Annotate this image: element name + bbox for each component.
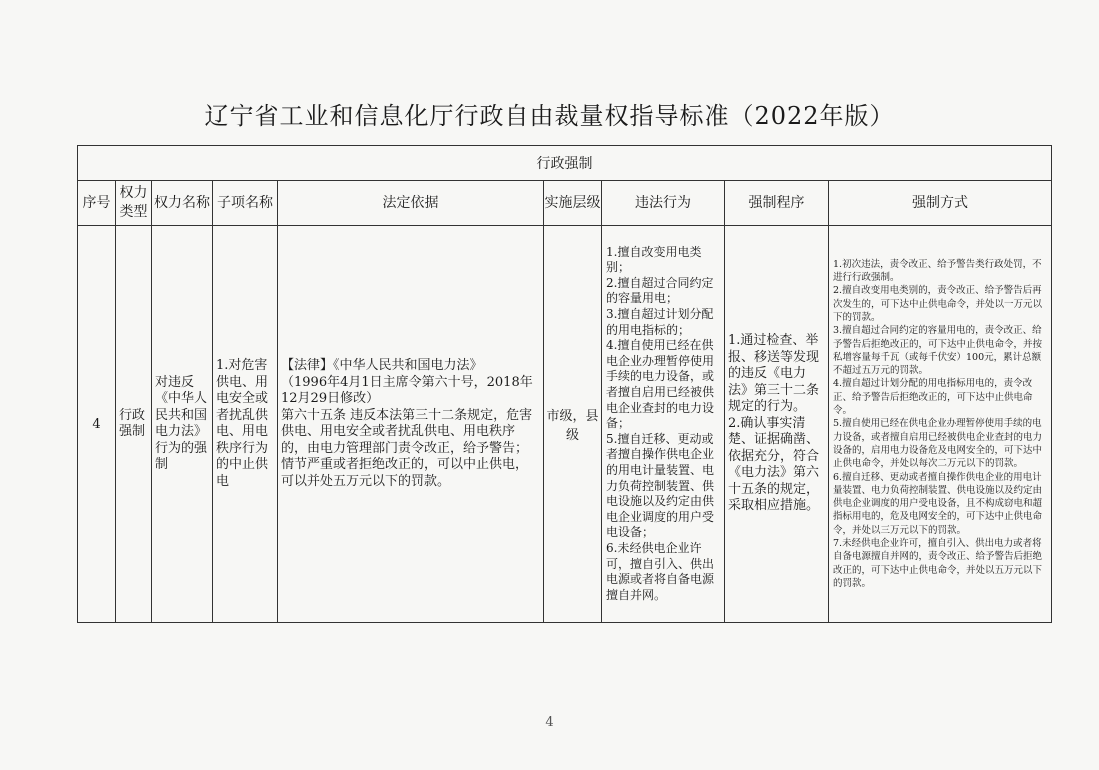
violation-item: 4.擅自使用已经在供电企业办理暂停使用手续的电力设备，或者擅自启用已经被供电企业查封的电力设备； [606, 338, 715, 431]
section-header: 行政强制 [78, 146, 1052, 181]
header-legal-basis: 法定依据 [278, 181, 544, 226]
cell-violations [602, 226, 725, 623]
method-item: 1.初次违法，责令改正、给予警告类行政处罚，不进行行政强制。 [833, 258, 1042, 284]
law-title: 【法律】《中华人民共和国电力法》 [281, 358, 483, 373]
method-item: 2.擅自改变用电类别的，责令改正、给予警告后再次发生的，可下达中止供电命令，并处以一万元以下的罚款。 [833, 285, 1043, 323]
procedure-item: 1.通过检查、举报、移送等发现的违反《电力法》第三十二条规定的行为。 [728, 333, 820, 415]
page-number: 4 [545, 715, 554, 730]
header-power-name: 权力名称 [152, 181, 213, 226]
method-item: 6.擅自迁移、更动或者擅自操作供电企业的用电计量装置、电力负荷控制装置、供电设施以及约定由供电企业调度的用户受电设备，且不构成窃电和超指标用电的，危及电网安全的，可下达中止供电命令，并处以三万元以下的罚款。 [833, 471, 1043, 536]
header-method: 强制方式 [829, 181, 1052, 226]
header-violation: 违法行为 [602, 181, 725, 226]
cell-seq: 4 [78, 226, 116, 623]
method-item: 3.擅自超过合同约定的容量用电的，责令改正、给予警告后拒绝改正的，可下达中止供电命令，并按私增容量每千瓦（或每千伏安）100元，累计总额不超过五万元的罚款。 [833, 325, 1043, 377]
header-sub-item: 子项名称 [213, 181, 278, 226]
law-article: 第六十五条 违反本法第三十二条规定，危害供电、用电安全或者扰乱供电、用电秩序的，由电力管理部门责令改正，给予警告；情节严重或者拒绝改正的，可以中止供电，可以并处五万元以下的罚款。 [281, 407, 533, 489]
method-item: 4.擅自超过计划分配的用电指标用电的，责令改正、给予警告后拒绝改正的，可下达中止供电命令。 [833, 378, 1033, 417]
header-row [78, 181, 1052, 226]
header-seq: 序号 [78, 181, 116, 226]
method-item: 7.未经供电企业许可，擅自引入、供出电力或者将自备电源擅自并网的，责令改正、给予警告后拒绝改正的，可下达中止供电命令，并处以五万元以下的罚款。 [833, 538, 1043, 589]
law-note: （1996年4月1日主席令第六十号，2018年12月29日修改） [281, 374, 533, 406]
header-procedure: 强制程序 [725, 181, 829, 226]
cell-sub-item: 1.对危害供电、用电安全或者扰乱供电、用电秩序行为的中止供电 [213, 226, 278, 623]
violation-item: 2.擅自超过合同约定的容量用电； [606, 275, 714, 306]
violation-item: 3.擅自超过计划分配的用电指标的； [606, 307, 714, 337]
cell-power-type: 行政强制 [116, 226, 152, 623]
procedure-item: 2.确认事实清楚、证据确凿、依据充分，符合《电力法》第六十五条的规定，采取相应措施。 [728, 415, 820, 514]
discretion-standard-table [77, 145, 1052, 623]
document-title: 辽宁省工业和信息化厅行政自由裁量权指导标准（2022年版） [204, 102, 895, 130]
cell-procedures [725, 226, 829, 623]
header-power-type: 权力类型 [116, 181, 152, 226]
violation-item: 5.擅自迁移、更动或者擅自操作供电企业的用电计量装置、电力负荷控制装置、供电设施以及约定由供电企业调度的用户受电设备； [606, 431, 715, 540]
cell-legal-basis [278, 226, 544, 623]
header-level: 实施层级 [544, 181, 602, 226]
cell-level: 市级，县级 [544, 226, 602, 623]
table-row [78, 226, 1052, 623]
violation-item: 1.擅自改变用电类别； [606, 244, 702, 275]
cell-methods [829, 226, 1052, 623]
cell-power-name: 对违反《中华人民共和国电力法》行为的强制 [152, 226, 213, 623]
method-item: 5.擅自使用已经在供电企业办理暂停使用手续的电力设备，或者擅自启用已经被供电企业查封的电力设备的，启用电力设备危及电网安全的，可下达中止供电命令，并处以每次二万元以下的罚款。 [833, 418, 1043, 470]
violation-item: 6.未经供电企业许可，擅自引入、供出电源或者将自备电源擅自并网。 [606, 540, 715, 602]
